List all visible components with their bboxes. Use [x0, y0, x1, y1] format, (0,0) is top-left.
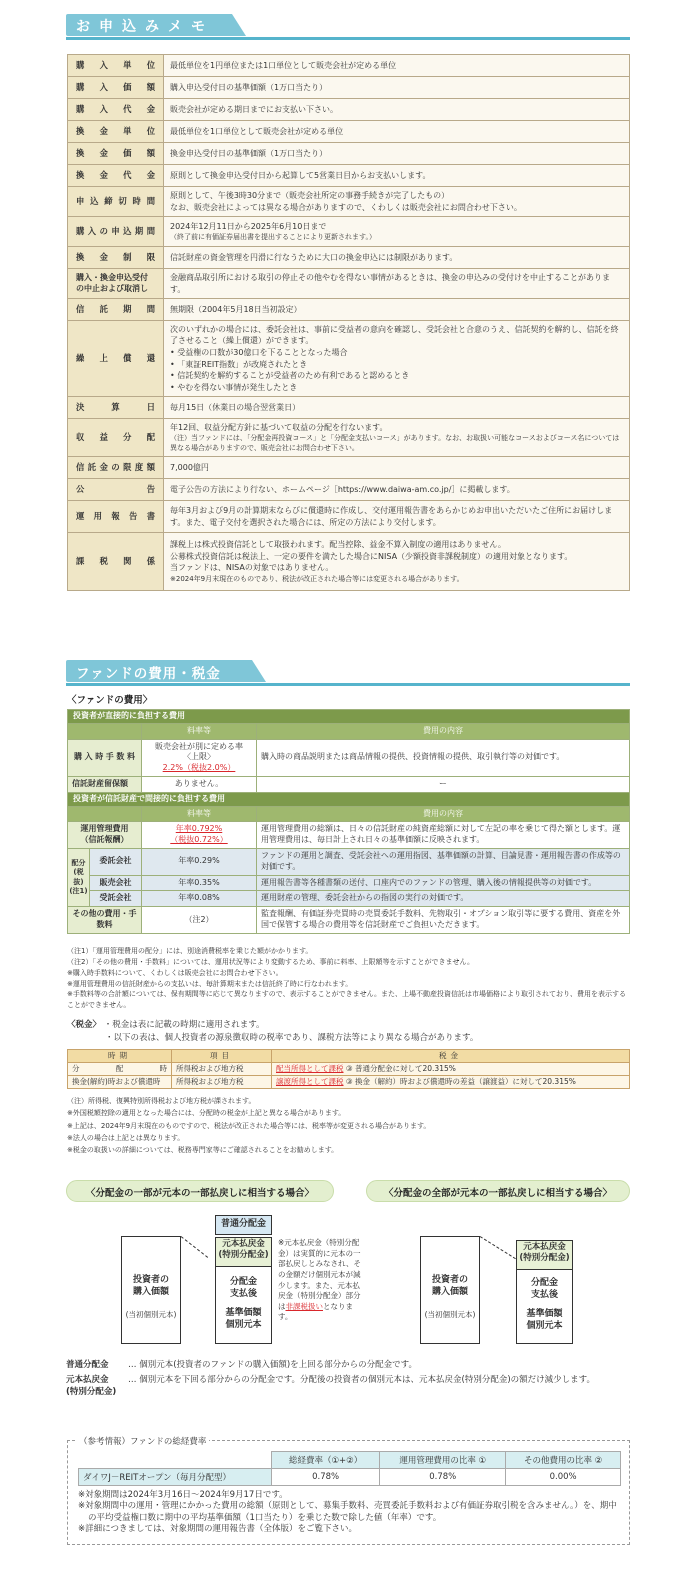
memo-key: 運用報告書	[68, 501, 164, 533]
memo-key: 課税関係	[68, 533, 164, 591]
fee-mgmt-key: 運用管理費用 （信託報酬）	[68, 822, 142, 849]
note: ※上記は、2024年9月末現在のものですので、税法が改正された場合等には、税率等が変更される場合があります。	[67, 1121, 431, 1130]
fee-mgmt-rate: 年率0.792% （税抜0.72%）	[142, 822, 257, 849]
section-title: お申込みメモ	[66, 14, 232, 36]
memo-key: 収益分配	[68, 419, 164, 457]
memo-row	[68, 217, 630, 247]
memo-row	[68, 55, 630, 77]
fee-group-indirect: 投資者が信託財産で間接的に負担する費用	[68, 792, 630, 806]
memo-key: 信託金の限度額	[68, 457, 164, 479]
fee-sub-content: 運用報告書等各種書類の送付、口座内でのファンドの管理、購入後の情報提供等の対価です。	[257, 875, 630, 891]
fee-split-key: 配分 (税抜) (注1)	[68, 848, 90, 906]
tax-col-item: 項目	[172, 1050, 272, 1063]
fee-subtitle: 〈ファンドの費用〉	[67, 695, 153, 706]
header-tail	[252, 660, 266, 682]
note: （注1）「運用管理費用の配分」には、別途消費税率を乗じた額がかかります。	[67, 947, 313, 955]
memo-value	[164, 457, 630, 479]
memo-value-text: 換金申込受付日の基準価額（1万口当たり）	[170, 148, 328, 158]
memo-row	[68, 187, 630, 217]
memo-value-text: 次のいずれかの場合には、委託会社は、事前に受益者の意向を確認し、受託会社と合意のうえ、信託契約を解約し、信託を終了させること（繰上償還）ができます。	[170, 324, 619, 346]
investor-box: 投資者の 購入価額 (当初個別元本)	[420, 1236, 480, 1344]
ref-col: 運用管理費用の比率 ①	[380, 1452, 506, 1469]
ref-table	[78, 1451, 621, 1486]
note: （注）所得税、復興特別所得税および地方税が課されます。	[67, 1097, 256, 1105]
fee-mgmt-content: 運用管理費用の総額は、日々の信託財産の純資産総額に対して左記の率を乗じて得た額とします。運用管理費用は、毎日計上され日々の基準価額に反映されます。	[257, 822, 630, 849]
memo-value	[164, 55, 630, 77]
fee-sub-key: 委託会社	[90, 848, 142, 875]
memo-value	[164, 419, 630, 457]
memo-row	[68, 165, 630, 187]
fee-buy-rate: 販売会社が別に定める率 〈上限〉 2.2%（税抜2.0%）	[142, 739, 257, 776]
col-content: 費用の内容	[257, 806, 630, 822]
tax-col-period: 時期	[68, 1050, 172, 1063]
diagram-definitions	[66, 1360, 632, 1399]
memo-value-text: 無期限（2004年5月18日当初設定）	[170, 304, 302, 314]
note: ※法人の場合は上記とは異なります。	[67, 1133, 185, 1142]
memo-value-text: 2024年12月11日から2025年6月10日まで	[170, 221, 327, 231]
memo-row	[68, 143, 630, 165]
fee-hold-rate: ありません。	[142, 776, 257, 792]
memo-value-text: 毎年3月および9月の計算期末ならびに償還時に作成し、交付運用報告書をあらかじめお申出いただいたご住所にお届けします。また、電子交付を選択された場合には、所定の方法により交付します。	[170, 505, 613, 527]
fee-sub-content: 運用財産の管理、委託会社からの指図の実行の対価です。	[257, 891, 630, 907]
dashed-line	[480, 1236, 516, 1259]
memo-value-text: 最低単位を1口単位として販売会社が定める単位	[170, 126, 344, 136]
memo-row	[68, 501, 630, 533]
memo-list-item: • 信託契約を解約することが受益者のため有利であると認めるとき	[170, 370, 623, 382]
memo-key: 購入の申込期間	[68, 217, 164, 247]
fee-notes	[67, 946, 630, 1011]
note: （注2）「その他の費用・手数料」については、運用状況等により変動するため、事前に料率、上限額等を示すことができません。	[67, 957, 474, 966]
memo-value	[164, 143, 630, 165]
after-box: 分配金 支払後 基準価額 個別元本	[516, 1269, 573, 1344]
memo-value-text: 原則として換金申込受付日から起算して5営業日目からお支払いします。	[170, 170, 431, 180]
tax-row-period: 分配時	[68, 1063, 172, 1076]
memo-value-text: 金融商品取引所における取引の停止その他やむを得ない事情があるときは、換金の申込みの受付けを中止することがあります。	[170, 272, 610, 294]
note: ※詳細につきましては、対象期間の運用報告書（全体版）をご覧下さい。	[78, 1524, 357, 1535]
section-header-fees	[66, 660, 630, 686]
tax-label: 〈税金〉	[67, 1020, 102, 1030]
memo-value	[164, 187, 630, 217]
note: ※手数料等の合計額については、保有期間等に応じて異なりますので、表示することができません。また、上場不動産投資信託は市場価格により取引されており、費用を表示することができません。	[67, 990, 627, 1010]
fee-hold-content: ー	[257, 776, 630, 792]
memo-row	[68, 299, 630, 321]
memo-value	[164, 269, 630, 299]
tax-row-item: 所得税および地方税	[172, 1076, 272, 1089]
memo-value-text: 電子公告の方法により行ない、ホームページ［https://www.daiwa-am.co.jp/］に掲載します。	[170, 484, 515, 494]
memo-list	[170, 347, 623, 393]
ref-col: 総経費率（①+②）	[272, 1452, 380, 1469]
refund-box: 元本払戻金 (特別分配金)	[516, 1240, 573, 1270]
fee-group-direct: 投資者が直接的に負担する費用	[68, 710, 630, 724]
after-box: 分配金 支払後 基準価額 個別元本	[215, 1266, 272, 1344]
memo-row	[68, 397, 630, 419]
memo-value	[164, 247, 630, 269]
col-rate: 料率等	[142, 806, 257, 822]
normal-dist-box: 普通分配金	[215, 1215, 272, 1235]
tax-row-tax: 譲渡所得として課税 ③ 換金（解約）時および償還時の差益（譲渡益）に対して20.315%	[272, 1076, 630, 1089]
note: ※対象期間は2024年3月16日～2024年9月17日です。	[78, 1490, 288, 1500]
memo-row	[68, 321, 630, 397]
tax-notes	[67, 1095, 630, 1156]
note: ※購入時手数料について、くわしくは販売会社にお問合わせ下さい。	[67, 968, 283, 977]
fee-table	[67, 709, 630, 934]
ref-value: 0.00%	[506, 1469, 621, 1486]
memo-key: 購入・換金申込受付の中止および取消し	[68, 269, 164, 299]
memo-list-item: • 「東証REIT指数」が改廃されたとき	[170, 359, 623, 371]
fee-buy-content: 購入時の商品説明または商品情報の提供、投資情報の提供、取引執行等の対価です。	[257, 739, 630, 776]
note: ※外国税額控除の適用となった場合には、分配時の税金が上記と異なる場合があります。	[67, 1109, 346, 1118]
dashed-line	[181, 1236, 208, 1258]
tax-row-item: 所得税および地方税	[172, 1063, 272, 1076]
definition-row: 普通分配金 … 個別元本(投資者のファンドの購入価額)を上回る部分からの分配金です。	[66, 1360, 417, 1370]
memo-value	[164, 217, 630, 247]
fee-other-rate: （注2）	[142, 907, 257, 934]
memo-key: 申込締切時間	[68, 187, 164, 217]
fee-sub-key: 販売会社	[90, 875, 142, 891]
fee-sub-rate: 年率0.29%	[142, 848, 257, 875]
tax-table	[67, 1049, 630, 1089]
note: ※運用管理費用の信託財産からの支払いは、毎計算期末または信託終了時に行なわれます。	[67, 979, 353, 988]
memo-value-text: 年12回、収益分配方針に基づいて収益の分配を行ないます。	[170, 422, 388, 432]
tax-col-tax: 税金	[272, 1050, 630, 1063]
tax-row-period: 換金(解約)時および償還時	[68, 1076, 172, 1089]
memo-key: 換金単位	[68, 121, 164, 143]
ref-notes	[78, 1490, 623, 1536]
ref-title: （参考情報）ファンドの総経費率	[76, 1435, 209, 1447]
memo-key: 換金制限	[68, 247, 164, 269]
fee-sub-rate: 年率0.35%	[142, 875, 257, 891]
tax-row-tax: 配当所得として課税 ③ 普通分配金に対して20.315%	[272, 1063, 630, 1076]
ref-box	[67, 1437, 630, 1545]
memo-row	[68, 533, 630, 591]
tax-intro-line: ・以下の表は、個人投資者の源泉徴収時の税率であり、課税方法等により異なる場合があります。	[105, 1033, 479, 1044]
memo-key: 購入単位	[68, 55, 164, 77]
memo-table	[67, 54, 630, 591]
memo-key: 購入代金	[68, 99, 164, 121]
memo-key: 決算日	[68, 397, 164, 419]
memo-value	[164, 165, 630, 187]
memo-value	[164, 121, 630, 143]
tax-intro-line: ・税金は表に記載の時期に適用されます。	[103, 1020, 265, 1030]
memo-row	[68, 99, 630, 121]
note: ※対象期間中の運用・管理にかかった費用の総額（原則として、募集手数料、売買委託手数料および有価証券取引税を含みません。）を、期中の平均受益権口数に期中の平均基準価額（1口当たり）を乗じた数で除した値（年率）です。	[78, 1501, 617, 1523]
memo-key: 換金価額	[68, 143, 164, 165]
ref-value: 0.78%	[380, 1469, 506, 1486]
memo-row	[68, 77, 630, 99]
memo-value	[164, 397, 630, 419]
memo-list-item: • やむを得ない事情が発生したとき	[170, 382, 623, 394]
col-rate: 料率等	[142, 723, 257, 739]
memo-list-item: • 受益権の口数が30億口を下ることとなった場合	[170, 347, 623, 359]
header-tail	[232, 14, 246, 36]
refund-note: ※元本払戻金（特別分配金）は実質的に元本の一部払戻しとみなされ、その金額だけ個別元本が減少します。また、元本払戻金（特別分配金）部分は非課税扱いとなります。	[278, 1238, 361, 1322]
memo-key: 繰上償還	[68, 321, 164, 397]
memo-value-text: 課税上は株式投資信託として取扱われます。配当控除、益金不算入制度の適用はありません。 公募株式投資信託は税法上、一定の要件を満たした場合にNISA（少額投資非課税制度）の適用対象となります。 当ファンドは、NISAの対象ではありません。	[170, 540, 573, 573]
memo-value-text: 購入申込受付日の基準価額（1万口当たり）	[170, 82, 328, 92]
memo-note: ※2024年9月末現在のものであり、税法が改正された場合等には変更される場合があります。	[170, 574, 464, 583]
memo-row	[68, 247, 630, 269]
fee-sub-rate: 年率0.08%	[142, 891, 257, 907]
ref-col: その他費用の比率 ②	[506, 1452, 621, 1469]
memo-value-text: 毎月15日（休業日の場合翌営業日）	[170, 402, 301, 412]
diagram-title-right: 〈分配金の全部が元本の一部払戻しに相当する場合〉	[366, 1180, 630, 1202]
memo-value	[164, 299, 630, 321]
memo-key: 購入価額	[68, 77, 164, 99]
memo-value	[164, 99, 630, 121]
memo-value-text: 原則として、午後3時30分まで（販売会社所定の事務手続きが完了したもの） なお、販売会社によっては異なる場合がありますので、くわしくは販売会社にお問合わせ下さい。	[170, 190, 522, 212]
memo-row	[68, 419, 630, 457]
ref-fund: ダイワJ－REITオープン（毎月分配型）	[79, 1469, 272, 1486]
ref-value: 0.78%	[272, 1469, 380, 1486]
memo-value	[164, 479, 630, 501]
memo-row	[68, 269, 630, 299]
diagram-title-left: 〈分配金の一部が元本の一部払戻しに相当する場合〉	[66, 1180, 334, 1202]
memo-value	[164, 501, 630, 533]
investor-box: 投資者の 購入価額 (当初個別元本)	[121, 1236, 181, 1344]
refund-box: 元本払戻金 (特別分配金)	[215, 1237, 272, 1267]
memo-row	[68, 479, 630, 501]
fee-sub-content: ファンドの運用と調査、受託会社への運用指図、基準価額の計算、目論見書・運用報告書の作成等の対価です。	[257, 848, 630, 875]
fee-other-key: その他の費用・手数料	[68, 907, 142, 934]
memo-value-text: 7,000億円	[170, 462, 209, 472]
memo-key: 換金代金	[68, 165, 164, 187]
memo-value	[164, 77, 630, 99]
memo-value	[164, 321, 630, 397]
section-title: ファンドの費用・税金	[66, 660, 252, 682]
definition-row: 元本払戻金 (特別分配金) … 個別元本を下回る部分からの分配金です。分配後の投資者の個別元本は、元本払戻金(特別分配金)の額だけ減少します。	[66, 1374, 595, 1397]
fee-sub-key: 受託会社	[90, 891, 142, 907]
fee-hold-key: 信託財産留保額	[68, 776, 142, 792]
fee-other-content: 監査報酬、有価証券売買時の売買委託手数料、先物取引・オプション取引等に要する費用、資産を外国で保管する場合の費用等を信託財産でご負担いただきます。	[257, 907, 630, 934]
section-header-memo	[66, 14, 630, 40]
col-content: 費用の内容	[257, 723, 630, 739]
header-underline	[66, 683, 630, 686]
note: ※税金の取扱いの詳細については、税務専門家等にご確認されることをお勧めします。	[67, 1146, 339, 1154]
memo-row	[68, 121, 630, 143]
memo-value-text: 販売会社が定める期日までにお支払い下さい。	[170, 104, 338, 114]
memo-key: 信託期間	[68, 299, 164, 321]
memo-key: 公告	[68, 479, 164, 501]
tax-intro	[67, 1019, 478, 1045]
memo-row	[68, 457, 630, 479]
memo-note: （注）当ファンドには、「分配金再投資コース」と「分配金支払いコース」があります。なお、お取扱い可能なコースおよびコース名については異なる場合がありますので、販売会社にお問合わせ下さい。	[170, 434, 620, 453]
memo-note: （終了前に有価証券届出書を提出することにより更新されます。）	[170, 233, 376, 242]
fee-buy-key: 購入時手数料	[68, 739, 142, 776]
memo-value-text: 信託財産の資金管理を円滑に行なうために大口の換金申込には制限があります。	[170, 252, 458, 262]
header-underline	[66, 37, 630, 40]
memo-value-text: 最低単位を1円単位または1口単位として販売会社が定める単位	[170, 60, 397, 70]
memo-value	[164, 533, 630, 591]
